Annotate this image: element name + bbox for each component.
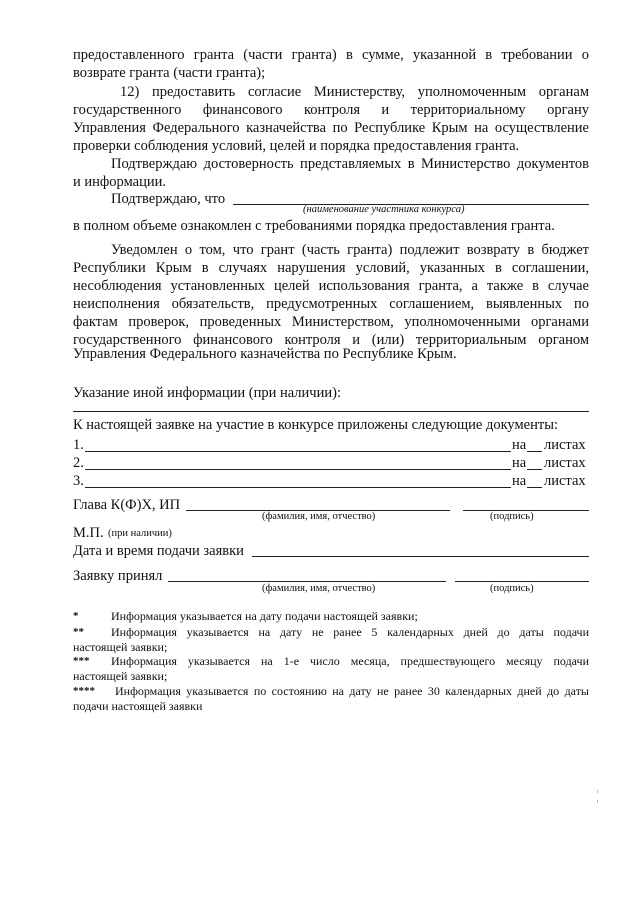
attachment-number: 1.	[73, 437, 84, 453]
footnote-text: подачи настоящей заявки	[73, 699, 203, 713]
paragraph-line: 12) предоставить согласие Министерству, уполномоченным органам	[120, 84, 589, 100]
footnote-text: настоящей заявки;	[73, 669, 168, 683]
sheets-count-line	[527, 469, 542, 470]
paragraph-line: Уведомлен о том, что грант (часть гранта) подлежит возврату в бюджет	[111, 242, 589, 258]
sheets-count-line	[527, 451, 542, 452]
submission-date-line	[252, 556, 589, 557]
footnote-mark: *	[73, 610, 79, 622]
paragraph-line: Республики Крым в случаях нарушения условий, указанных в соглашении,	[73, 260, 589, 276]
paragraph-line: Управления Федерального казначейства по Республике Крым на осуществление	[73, 120, 589, 136]
footnote-mark: ****	[73, 685, 95, 697]
paragraph-line: неисполнения обязательств, предусмотренных соглашением, выявленных по	[73, 296, 589, 312]
attachment-number: 3.	[73, 473, 84, 489]
paragraph-line: государственного финансового контроля и территориальному органу	[73, 102, 589, 118]
head-label: Глава К(Ф)Х, ИП	[73, 497, 181, 513]
scan-speck	[597, 790, 598, 793]
attachment-na: на	[512, 455, 527, 471]
fio-caption: (фамилия, имя, отчество)	[262, 583, 376, 594]
paragraph-line: несоблюдения установленных целей использования гранта, а также в случае	[73, 278, 589, 294]
footnote-text: Информация указывается на дату не ранее 5 календарных дней до даты подачи	[111, 625, 589, 639]
attachment-sheets: листах	[544, 437, 586, 453]
accepted-name-line	[168, 581, 446, 582]
attachments-header: К настоящей заявке на участие в конкурсе приложены следующие документы:	[73, 417, 558, 433]
accepted-by-label: Заявку принял	[73, 568, 163, 584]
other-info-label: Указание иной информации (при наличии):	[73, 385, 341, 401]
attachment-line	[85, 469, 511, 470]
paragraph-line: предоставленного гранта (части гранта) в сумме, указанной в требовании о	[73, 47, 589, 63]
footnote-mark: **	[73, 626, 84, 638]
paragraph-line: возврате гранта (части гранта);	[73, 65, 266, 81]
attachment-na: на	[512, 473, 527, 489]
accepted-signature-line	[455, 581, 589, 582]
paragraph-line: и информации.	[73, 174, 166, 190]
paragraph-line: Управления Федерального казначейства по Республике Крым.	[73, 346, 457, 362]
participant-name-caption: (наименование участника конкурса)	[303, 204, 465, 215]
attachment-na: на	[512, 437, 527, 453]
attachment-sheets: листах	[544, 455, 586, 471]
paragraph-line: проверки соблюдения условий, целей и порядка предоставления гранта.	[73, 138, 520, 154]
footnote-text: Информация указывается на дату подачи настоящей заявки;	[111, 609, 418, 623]
attachment-number: 2.	[73, 455, 84, 471]
stamp-note: (при наличии)	[108, 528, 172, 539]
scan-speck	[597, 800, 598, 803]
fio-caption: (фамилия, имя, отчество)	[262, 511, 376, 522]
signature-caption: (подпись)	[490, 583, 534, 594]
sheets-count-line	[527, 487, 542, 488]
footnote-text: настоящей заявки;	[73, 640, 168, 654]
other-info-line	[73, 411, 589, 412]
footnote-text: Информация указывается по состоянию на дату не ранее 30 календарных дней до даты	[115, 684, 589, 698]
confirm-label: Подтверждаю, что	[111, 191, 226, 207]
footnote-mark: ***	[73, 655, 90, 667]
paragraph-line: фактам проверок, проведенных Министерством, уполномоченными органами	[73, 314, 589, 330]
paragraph-line: Подтверждаю достоверность представляемых в Министерство документов	[111, 156, 589, 172]
footnote-text: Информация указывается на 1-е число месяца, предшествующего месяцу подачи	[111, 654, 589, 668]
attachment-sheets: листах	[544, 473, 586, 489]
submission-date-label: Дата и время подачи заявки	[73, 543, 244, 559]
attachment-line	[85, 487, 511, 488]
paragraph-line: государственного финансового контроля и (или) территориальным органом	[73, 332, 589, 348]
signature-caption: (подпись)	[490, 511, 534, 522]
paragraph-line: в полном объеме ознакомлен с требованиями порядка предоставления гранта.	[73, 218, 555, 234]
stamp-label: М.П.	[73, 525, 104, 541]
attachment-line	[85, 451, 511, 452]
